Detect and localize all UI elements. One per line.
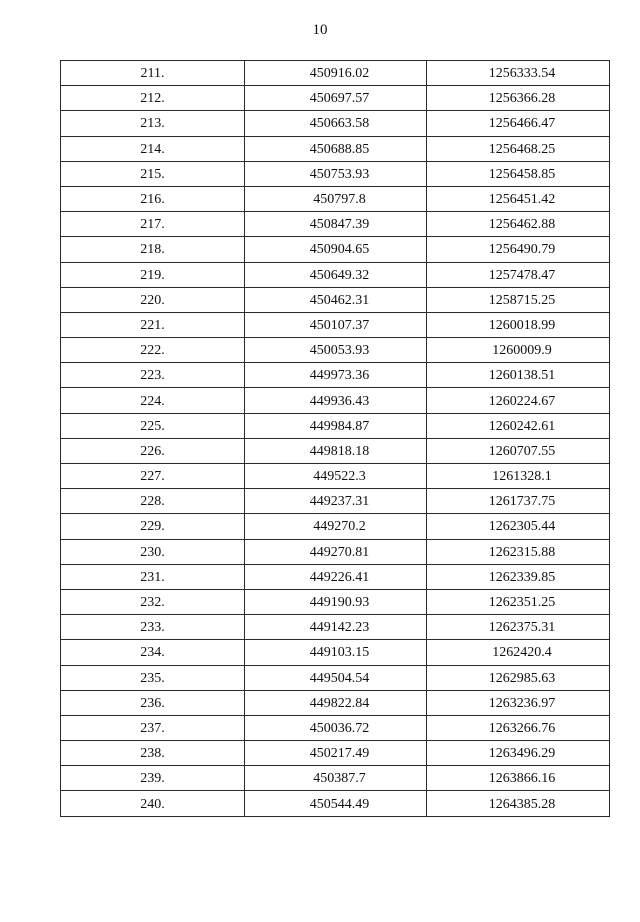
y-coordinate-cell: 449190.93 [245, 589, 427, 614]
x-coordinate-cell: 1260224.67 [427, 388, 610, 413]
table-row [61, 539, 610, 564]
table-row [61, 690, 610, 715]
point-number-cell: 212. [61, 86, 245, 111]
table-row [61, 287, 610, 312]
y-coordinate-cell: 450544.49 [245, 791, 427, 816]
x-coordinate-cell: 1261328.1 [427, 464, 610, 489]
y-coordinate-cell: 449973.36 [245, 363, 427, 388]
point-number-cell: 228. [61, 489, 245, 514]
y-coordinate-cell: 450036.72 [245, 715, 427, 740]
point-number-cell: 235. [61, 665, 245, 690]
x-coordinate-cell: 1258715.25 [427, 287, 610, 312]
y-coordinate-cell: 450107.37 [245, 312, 427, 337]
y-coordinate-cell: 449504.54 [245, 665, 427, 690]
y-coordinate-cell: 449936.43 [245, 388, 427, 413]
x-coordinate-cell: 1262305.44 [427, 514, 610, 539]
x-coordinate-cell: 1260018.99 [427, 312, 610, 337]
y-coordinate-cell: 450462.31 [245, 287, 427, 312]
table-row [61, 791, 610, 816]
x-coordinate-cell: 1256458.85 [427, 161, 610, 186]
y-coordinate-cell: 450688.85 [245, 136, 427, 161]
y-coordinate-cell: 450649.32 [245, 262, 427, 287]
point-number-cell: 240. [61, 791, 245, 816]
coordinates-table-body [61, 61, 610, 817]
table-row [61, 615, 610, 640]
table-row [61, 438, 610, 463]
point-number-cell: 214. [61, 136, 245, 161]
point-number-cell: 239. [61, 766, 245, 791]
point-number-cell: 227. [61, 464, 245, 489]
x-coordinate-cell: 1260242.61 [427, 413, 610, 438]
x-coordinate-cell: 1260138.51 [427, 363, 610, 388]
y-coordinate-cell: 449142.23 [245, 615, 427, 640]
x-coordinate-cell: 1261737.75 [427, 489, 610, 514]
table-row [61, 262, 610, 287]
table-row [61, 464, 610, 489]
table-row [61, 665, 610, 690]
y-coordinate-cell: 450904.65 [245, 237, 427, 262]
table-row [61, 136, 610, 161]
point-number-cell: 216. [61, 186, 245, 211]
point-number-cell: 233. [61, 615, 245, 640]
table-row [61, 766, 610, 791]
point-number-cell: 238. [61, 741, 245, 766]
table-row [61, 564, 610, 589]
table-row [61, 413, 610, 438]
y-coordinate-cell: 449822.84 [245, 690, 427, 715]
table-row [61, 161, 610, 186]
x-coordinate-cell: 1256466.47 [427, 111, 610, 136]
y-coordinate-cell: 450697.57 [245, 86, 427, 111]
y-coordinate-cell: 450753.93 [245, 161, 427, 186]
y-coordinate-cell: 450797.8 [245, 186, 427, 211]
y-coordinate-cell: 449270.81 [245, 539, 427, 564]
point-number-cell: 236. [61, 690, 245, 715]
point-number-cell: 211. [61, 61, 245, 86]
x-coordinate-cell: 1256462.88 [427, 212, 610, 237]
x-coordinate-cell: 1260707.55 [427, 438, 610, 463]
x-coordinate-cell: 1262985.63 [427, 665, 610, 690]
x-coordinate-cell: 1256490.79 [427, 237, 610, 262]
point-number-cell: 231. [61, 564, 245, 589]
x-coordinate-cell: 1263866.16 [427, 766, 610, 791]
y-coordinate-cell: 449270.2 [245, 514, 427, 539]
table-row [61, 514, 610, 539]
point-number-cell: 219. [61, 262, 245, 287]
point-number-cell: 223. [61, 363, 245, 388]
point-number-cell: 237. [61, 715, 245, 740]
page-number: 10 [312, 22, 328, 38]
x-coordinate-cell: 1256451.42 [427, 186, 610, 211]
table-row [61, 312, 610, 337]
x-coordinate-cell: 1256366.28 [427, 86, 610, 111]
point-number-cell: 234. [61, 640, 245, 665]
y-coordinate-cell: 449237.31 [245, 489, 427, 514]
point-number-cell: 221. [61, 312, 245, 337]
coordinates-table [60, 60, 610, 817]
y-coordinate-cell: 450916.02 [245, 61, 427, 86]
table-row [61, 741, 610, 766]
point-number-cell: 218. [61, 237, 245, 262]
table-row [61, 388, 610, 413]
y-coordinate-cell: 449818.18 [245, 438, 427, 463]
y-coordinate-cell: 450217.49 [245, 741, 427, 766]
x-coordinate-cell: 1257478.47 [427, 262, 610, 287]
table-row [61, 212, 610, 237]
table-row [61, 186, 610, 211]
point-number-cell: 224. [61, 388, 245, 413]
x-coordinate-cell: 1264385.28 [427, 791, 610, 816]
table-row [61, 86, 610, 111]
table-row [61, 715, 610, 740]
point-number-cell: 222. [61, 338, 245, 363]
table-row [61, 589, 610, 614]
x-coordinate-cell: 1263266.76 [427, 715, 610, 740]
table-row [61, 61, 610, 86]
point-number-cell: 225. [61, 413, 245, 438]
point-number-cell: 232. [61, 589, 245, 614]
point-number-cell: 230. [61, 539, 245, 564]
x-coordinate-cell: 1263496.29 [427, 741, 610, 766]
point-number-cell: 220. [61, 287, 245, 312]
x-coordinate-cell: 1262315.88 [427, 539, 610, 564]
y-coordinate-cell: 449522.3 [245, 464, 427, 489]
x-coordinate-cell: 1262351.25 [427, 589, 610, 614]
point-number-cell: 229. [61, 514, 245, 539]
table-row [61, 111, 610, 136]
table-row [61, 363, 610, 388]
x-coordinate-cell: 1262375.31 [427, 615, 610, 640]
table-row [61, 640, 610, 665]
table-row [61, 489, 610, 514]
table-row [61, 237, 610, 262]
x-coordinate-cell: 1262420.4 [427, 640, 610, 665]
y-coordinate-cell: 450387.7 [245, 766, 427, 791]
x-coordinate-cell: 1260009.9 [427, 338, 610, 363]
point-number-cell: 215. [61, 161, 245, 186]
y-coordinate-cell: 450663.58 [245, 111, 427, 136]
x-coordinate-cell: 1263236.97 [427, 690, 610, 715]
x-coordinate-cell: 1256333.54 [427, 61, 610, 86]
y-coordinate-cell: 450847.39 [245, 212, 427, 237]
y-coordinate-cell: 449984.87 [245, 413, 427, 438]
point-number-cell: 217. [61, 212, 245, 237]
x-coordinate-cell: 1262339.85 [427, 564, 610, 589]
point-number-cell: 226. [61, 438, 245, 463]
y-coordinate-cell: 450053.93 [245, 338, 427, 363]
y-coordinate-cell: 449226.41 [245, 564, 427, 589]
table-row [61, 338, 610, 363]
y-coordinate-cell: 449103.15 [245, 640, 427, 665]
point-number-cell: 213. [61, 111, 245, 136]
x-coordinate-cell: 1256468.25 [427, 136, 610, 161]
